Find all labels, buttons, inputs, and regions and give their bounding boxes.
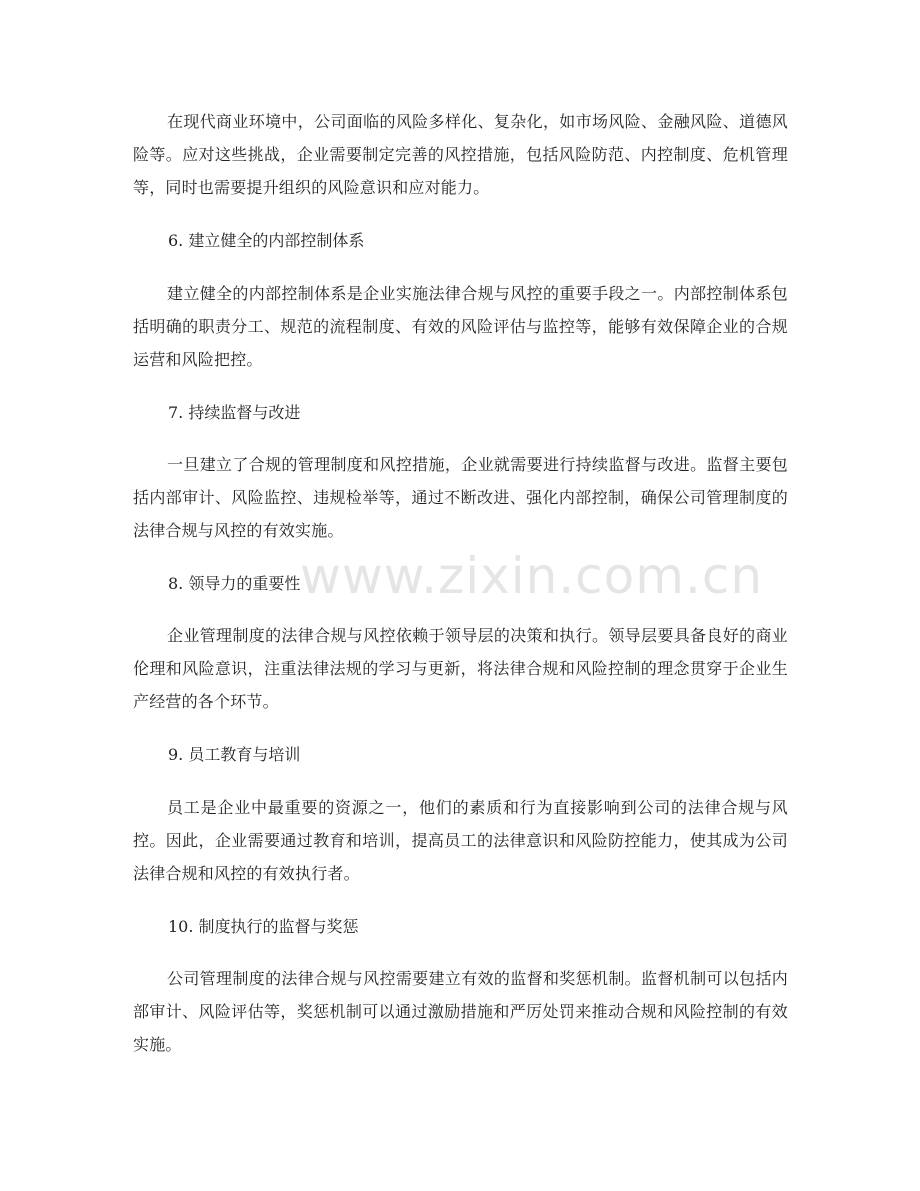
section-9-paragraph: 员工是企业中最重要的资源之一，他们的素质和行为直接影响到公司的法律合规与风控。因此，企业需要通过教育和培训，提高员工的法律意识和风险防控能力，使其成为公司法律合规和风控的有效执行者。 bbox=[133, 798, 788, 883]
section-8-heading: 8. 领导力的重要性 bbox=[168, 574, 301, 593]
intro-paragraph: 在现代商业环境中，公司面临的风险多样化、复杂化，如市场风险、金融风险、道德风险等。应对这些挑战，企业需要制定完善的风控措施，包括风险防范、内控制度、危机管理等，同时也需要提升组织的风险意识和应对能力。 bbox=[133, 112, 788, 197]
section-8-paragraph: 企业管理制度的法律合规与风控依赖于领导层的决策和执行。领导层要具备良好的商业伦理和风险意识，注重法律法规的学习与更新，将法律合规和风险控制的理念贯穿于企业生产经营的各个环节。 bbox=[133, 626, 788, 711]
watermark: www.zixin.com.cn bbox=[300, 547, 764, 605]
section-9-heading: 9. 员工教育与培训 bbox=[168, 745, 301, 764]
section-10-heading: 10. 制度执行的监督与奖惩 bbox=[168, 917, 359, 936]
section-7-paragraph: 一旦建立了合规的管理制度和风控措施，企业就需要进行持续监督与改进。监督主要包括内部审计、风险监控、违规检举等，通过不断改进、强化内部控制，确保公司管理制度的法律合规与风控的有效实施。 bbox=[133, 455, 788, 540]
section-7-heading: 7. 持续监督与改进 bbox=[168, 403, 301, 422]
section-10-paragraph: 公司管理制度的法律合规与风控需要建立有效的监督和奖惩机制。监督机制可以包括内部审计、风险评估等，奖惩机制可以通过激励措施和严厉处罚来推动合规和风险控制的有效实施。 bbox=[133, 969, 788, 1054]
section-6-paragraph: 建立健全的内部控制体系是企业实施法律合规与风控的重要手段之一。内部控制体系包括明确的职责分工、规范的流程制度、有效的风险评估与监控等，能够有效保障企业的合规运营和风险把控。 bbox=[133, 284, 788, 369]
section-6-heading: 6. 建立健全的内部控制体系 bbox=[168, 231, 365, 250]
